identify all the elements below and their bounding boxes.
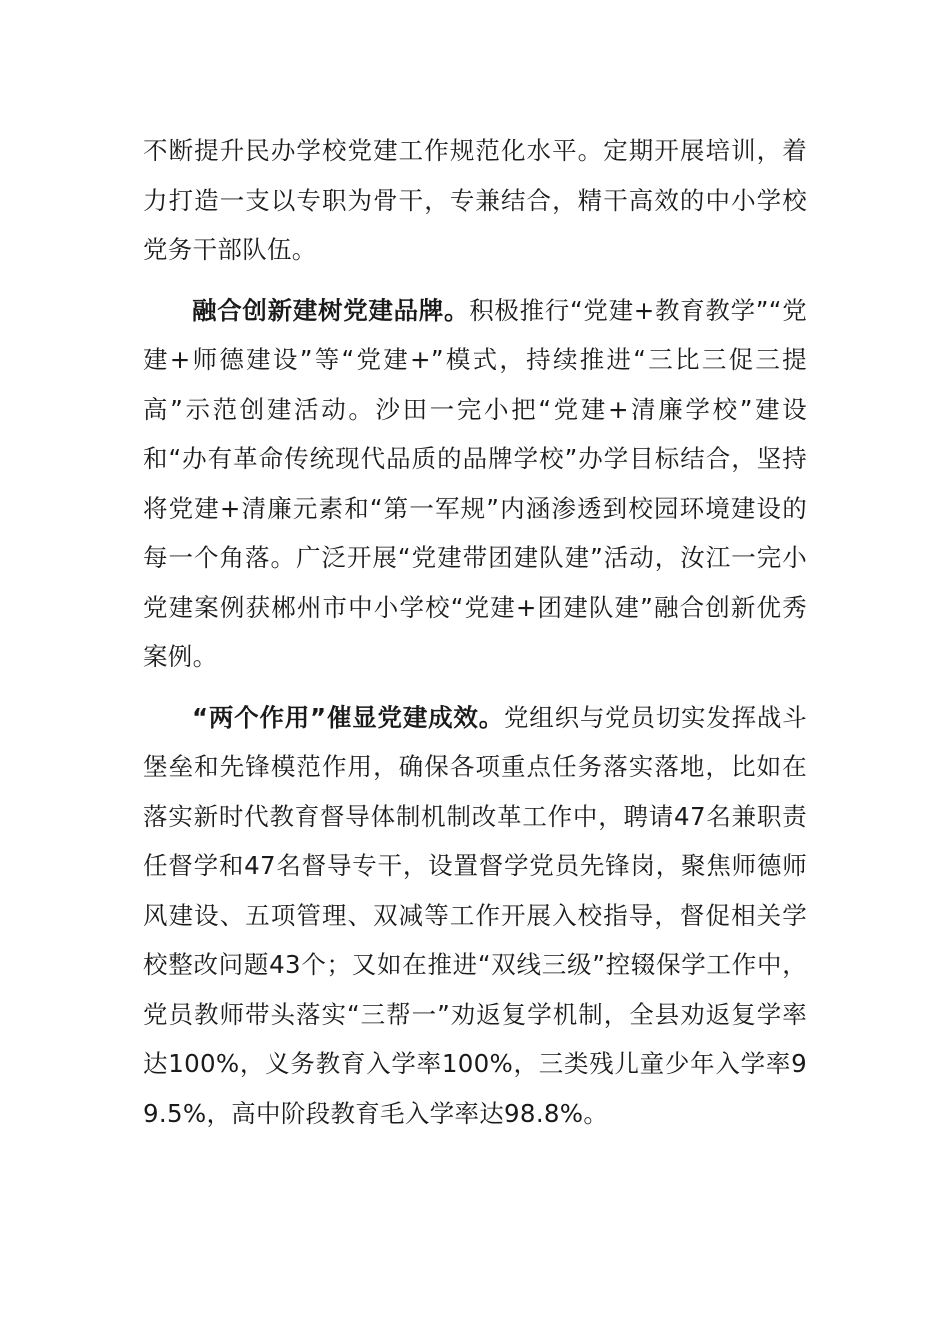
paragraph-continuation [143,126,807,275]
paragraph-2-heading: 融合创新建树党建品牌。 [192,295,470,325]
paragraph-3-body: 党组织与党员切实发挥战斗堡垒和先锋模范作用，确保各项重点任务落实落地，比如在落实新时代教育督导体制机制改革工作中，聘请47名兼职责任督学和47名督导专干，设置督学党员先锋岗，聚焦师德师风建设、五项管理、双减等工作开展入校指导，督促相关学校整改问题43个；又如在推进“双线三级”控辍保学工作中，党员教师带头落实“三帮一”劝返复学机制，全县劝返复学率达100%，义务教育入学率100%，三类残儿童少年入学率99.5%，高中阶段教育毛入学率达98.8%。 [143,702,807,1128]
paragraph-effect [143,693,807,1139]
paragraph-1-body: 不断提升民办学校党建工作规范化水平。定期开展培训，着力打造一支以专职为骨干，专兼结合，精干高效的中小学校党务干部队伍。 [143,136,807,264]
paragraph-3-heading: “两个作用”催显党建成效。 [192,702,504,732]
paragraph-brand [143,286,807,682]
paragraph-2-body: 积极推行“党建+教育教学”“党建+师德建设”等“党建+”模式，持续推进“三比三促三提高”示范创建活动。沙田一完小把“党建+清廉学校”建设和“办有革命传统现代品质的品牌学校”办学目标结合，坚持将党建+清廉元素和“第一军规”内涵渗透到校园环境建设的每一个角落。广泛开展“党建带团建队建”活动，汝江一完小党建案例获郴州市中小学校“党建+团建队建”融合创新优秀案例。 [143,295,807,671]
document-page [143,126,807,1138]
